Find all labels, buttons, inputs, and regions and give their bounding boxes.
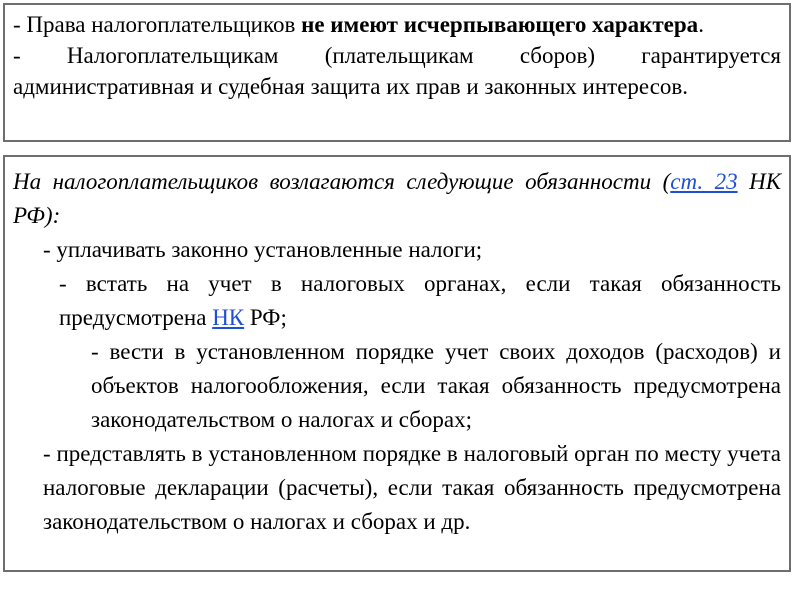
nk-link[interactable]: НК <box>212 305 245 330</box>
rights-text-end: . <box>698 12 704 37</box>
obligations-intro <box>13 165 781 233</box>
obligation-item-accounting: - вести в установленном порядке учет своих доходов (расходов) и объектов налогообложения, если такая обязанность предусмотрена законодательством о налогах и сборах; <box>91 339 781 432</box>
intro-text-start: На налогоплательщиков возлагаются следующие обязанности ( <box>13 169 671 194</box>
register-text-start: - встать на учет в налоговых органах, если такая обязанность предусмотрена <box>59 271 781 330</box>
taxpayer-obligations-box <box>3 155 791 572</box>
taxpayer-rights-box <box>3 3 791 142</box>
rights-protection-paragraph: - Налогоплательщикам (плательщикам сборов) гарантируется административная и судебная защита их прав и законных интересов. <box>13 43 781 99</box>
rights-bold-text: не имеют исчерпывающего характера <box>301 12 699 37</box>
obligation-item-register <box>13 267 781 335</box>
register-text-end: РФ; <box>244 305 287 330</box>
obligation-item-pay-taxes: - уплачивать законно установленные налоги; <box>43 237 483 262</box>
rights-not-exhaustive-paragraph <box>13 9 781 40</box>
obligation-item-declarations: - представлять в установленном порядке в налоговый орган по месту учета налоговые декларации (расчеты), если такая обязанность предусмотрена законодательством о налогах и сборах и др. <box>43 441 781 534</box>
rights-text-start: - Права налогоплательщиков <box>13 12 302 37</box>
intro-text-end: НК РФ): <box>13 169 781 228</box>
article-23-link[interactable]: ст. 23 <box>670 169 738 194</box>
